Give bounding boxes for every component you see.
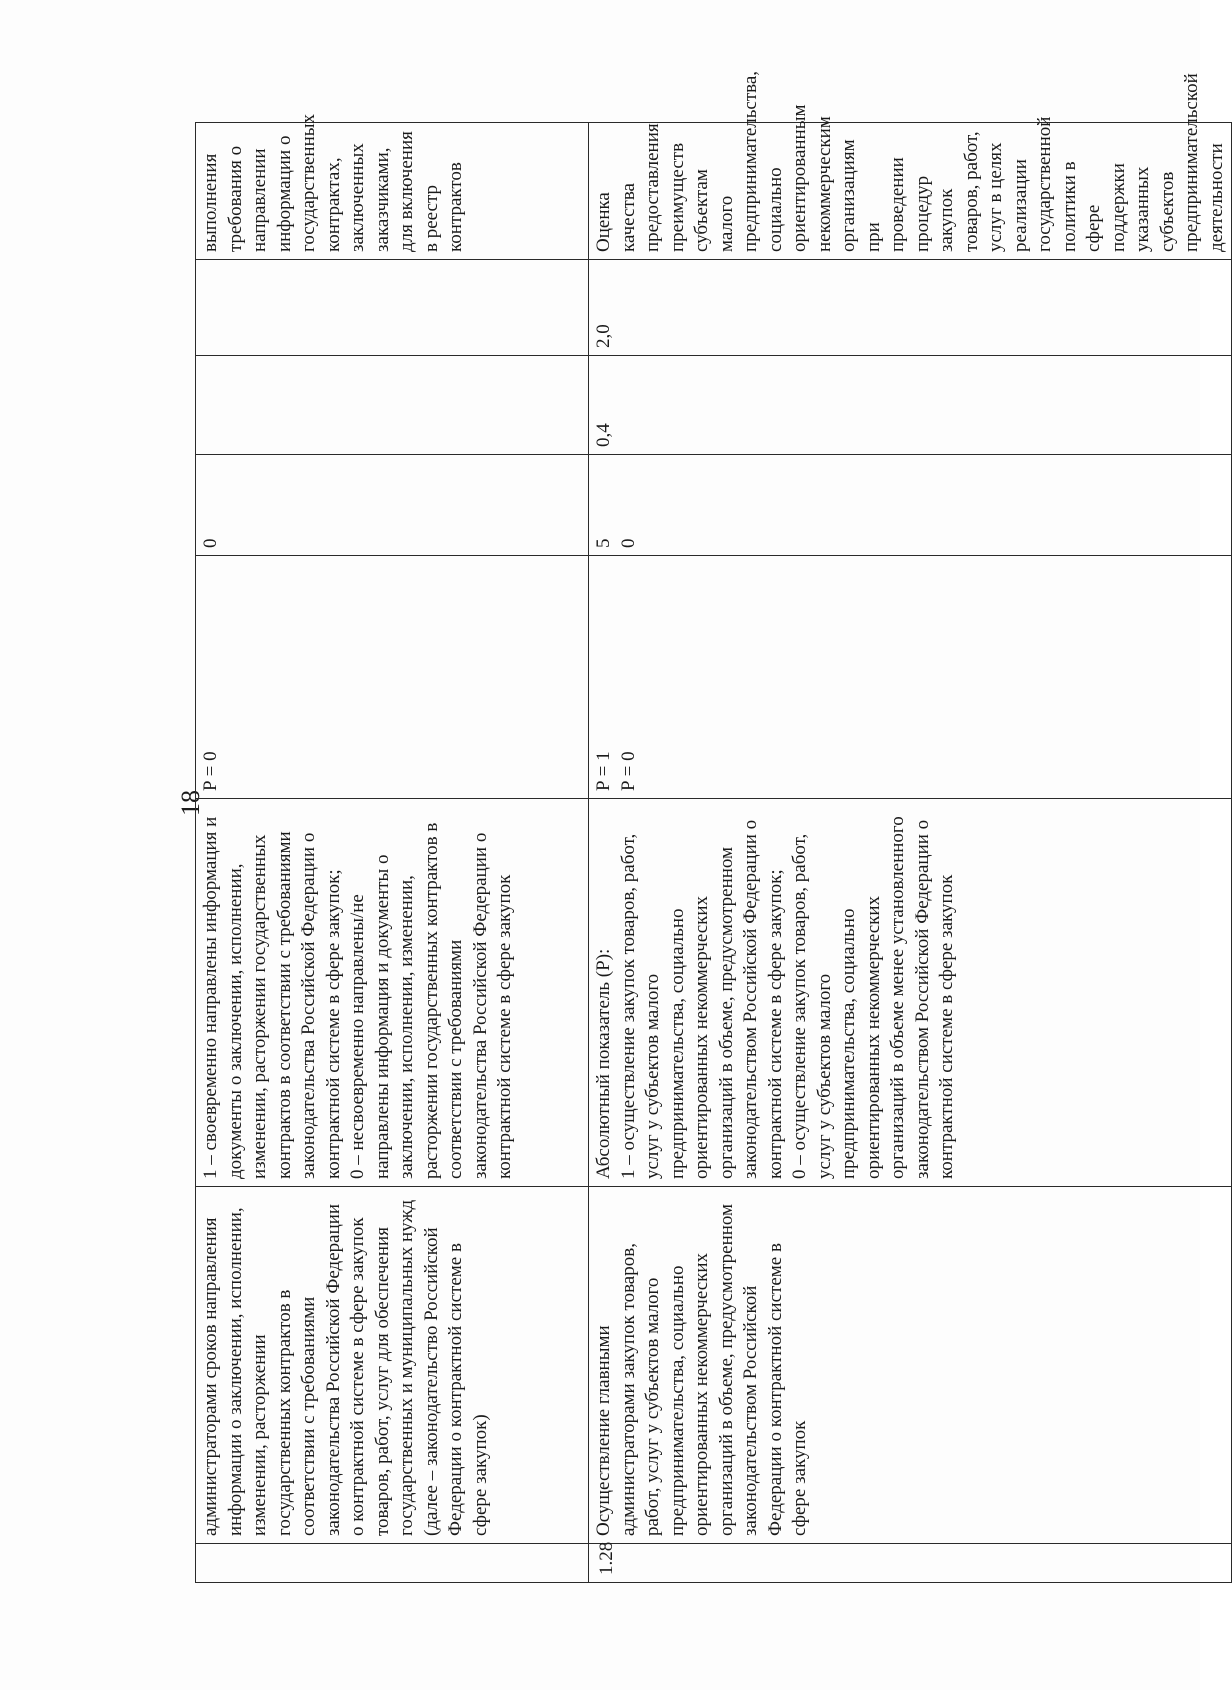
formula-cell (196, 799, 589, 1187)
indicator-cell (196, 1187, 589, 1544)
purpose-text: выполнения требования о направлении информации о государственных контрактах, заключенных заказчиками, для включения в реестр контрактов (200, 113, 466, 252)
formula-text: 1 – своевременно направлены информация и документы о заключении, исполнении, изменении, расторжении государственных контрактов в соответствии с требованиями законодательства Российской Федерации о контрактной системе в сфере закупок; 0 – несвоевременно направлены/не направлены информация и документы о заключении, исполнении, изменении, расторжении государственных контрактов в соответствии с требованиями законодательства Российской Федерации о контрактной системе в сфере закупок (200, 816, 515, 1179)
formula-cell (589, 799, 1232, 1187)
scores-text: 5 0 (593, 538, 639, 548)
max-score-cell (196, 260, 589, 356)
scores-text: 0 (200, 538, 221, 548)
conditions-text: P = 0 (200, 751, 221, 791)
indicator-text: администраторами сроков направления информации о заключении, исполнении, изменении, расторжении государственных контрактов в соответствии с требованиями законодательства Российской Федерации о контрактной системе в сфере закупок товаров, работ, услуг для обеспечения государственных и муниципальных нужд (далее – законодательство Российской Федерации о контрактной системе в сфере закупок) (200, 1199, 491, 1536)
conditions-cell (589, 556, 1232, 799)
weight-text: 0,4 (593, 423, 614, 447)
weight-cell (589, 356, 1232, 455)
rotated-table-wrapper (195, 70, 1227, 1583)
page-number: 18 (176, 790, 205, 816)
row-number-cell (196, 1544, 589, 1583)
max-score-cell (589, 260, 1232, 356)
indicator-table (195, 70, 1232, 1583)
indicator-cell (589, 1187, 1232, 1544)
purpose-text: Оценка качества предоставления преимуществ субъектам малого предпринимательства, социально ориентированным некоммерческим организациям при проведении процедур закупок товаров, работ, услуг в целях реализации государственной политики в сфере поддержки указанных субъектов предпринимательской деятельности (593, 70, 1227, 252)
table-row (589, 123, 1232, 1583)
row-number-cell: 1.28 (589, 1544, 1232, 1583)
conditions-cell (196, 556, 589, 799)
scores-cell (196, 455, 589, 556)
indicator-text: Осуществление главными администраторами закупок товаров, работ, услуг у субъектов малого предпринимательства, социально ориентированных некоммерческих организаций в объеме, предусмотренном законодательством Российской Федерации о контрактной системе в сфере закупок (593, 1203, 810, 1536)
scores-cell (589, 455, 1232, 556)
max-score-text: 2,0 (593, 324, 614, 348)
formula-text: Абсолютный показатель (P): 1 – осуществление закупок товаров, работ, услуг у субъектов малого предпринимательства, социально ориентированных некоммерческих организаций в объеме, предусмотренном законодательством Российской Федерации о контрактной системе в сфере закупок; 0 – осуществление закупок товаров, работ, услуг у субъектов малого предпринимательства, социально ориентированных некоммерческих организаций в объеме менее установленного законодательством Российской Федерации о контрактной системе в сфере закупок (593, 816, 957, 1179)
table-row (196, 123, 589, 1583)
purpose-cell (589, 70, 1232, 260)
purpose-cell (196, 113, 589, 260)
conditions-text: P = 1 P = 0 (593, 751, 639, 791)
weight-cell (196, 356, 589, 455)
